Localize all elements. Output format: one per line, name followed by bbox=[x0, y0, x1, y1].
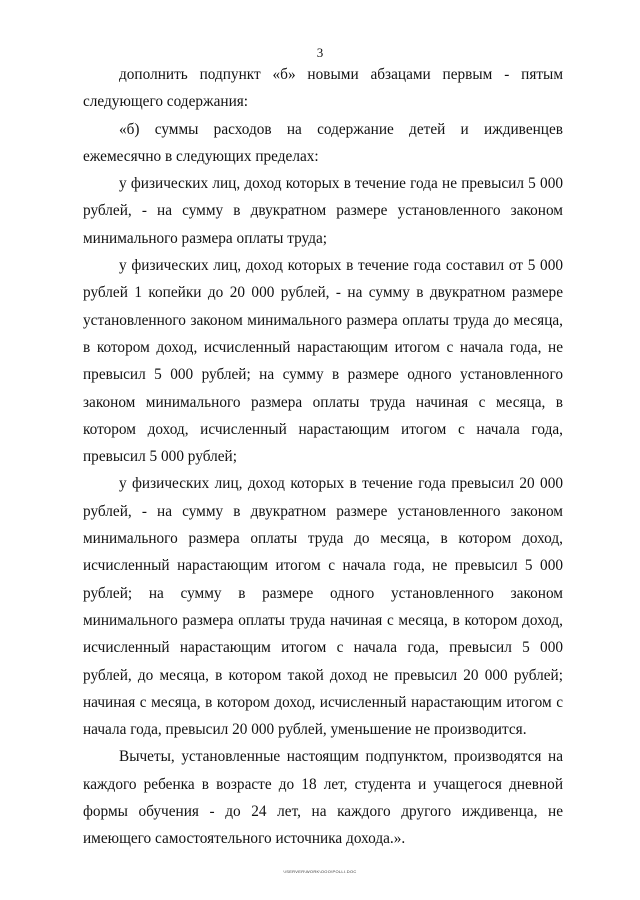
paragraph: у физических лиц, доход которых в течение года превысил 20 000 рублей, - на сумму в двукратном размере установленного законом минимального размера оплаты труда до месяца, в котором доход, исчисленный нарастающим итогом с начала года, не превысил 5 000 рублей; на сумму в размере одного установленного законом минимального размера оплаты труда начиная с месяца, в котором доход, исчисленный нарастающим итогом с начала года, превысил 5 000 рублей, до месяца, в котором такой доход не превысил 20 000 рублей; начиная с месяца, в котором доход, исчисленный нарастающим итогом с начала года, превысил 20 000 рублей, уменьшение не производится. bbox=[83, 475, 563, 739]
paragraph: у физических лиц, доход которых в течение года не превысил 5 000 рублей, - на сумму в двукратном размере установленного законом минимального размера оплаты труда; bbox=[83, 175, 563, 247]
paragraph: у физических лиц, доход которых в течение года составил от 5 000 рублей 1 копейки до 20 000 рублей, - на сумму в двукратном размере установленного законом минимального размера оплаты труда до месяца, в котором доход, исчисленный нарастающим итогом с начала года, не превысил 5 000 рублей; на сумму в размере одного установленного законом минимального размера оплаты труда начиная с месяца, в котором доход, исчисленный нарастающим итогом с начала года, превысил 5 000 рублей; bbox=[83, 257, 563, 466]
paragraph: «б) суммы расходов на содержание детей и иждивенцев ежемесячно в следующих пределах: bbox=[83, 120, 563, 165]
paragraph: дополнить подпункт «б» новыми абзацами первым - пятым следующего содержания: bbox=[83, 66, 563, 111]
page-number: 3 bbox=[316, 45, 324, 60]
paragraph: Вычеты, установленные настоящим подпунктом, производятся на каждого ребенка в возрасте до 18 лет, студента и учащегося дневной формы обучения - до 24 лет, на каждого другого иждивенца, не имеющего самостоятельного источника дохода.». bbox=[83, 748, 563, 848]
footer-file-path: \\SERVER\WORK\OOO\POLLI.DOC bbox=[283, 869, 357, 874]
document-body bbox=[83, 61, 563, 853]
